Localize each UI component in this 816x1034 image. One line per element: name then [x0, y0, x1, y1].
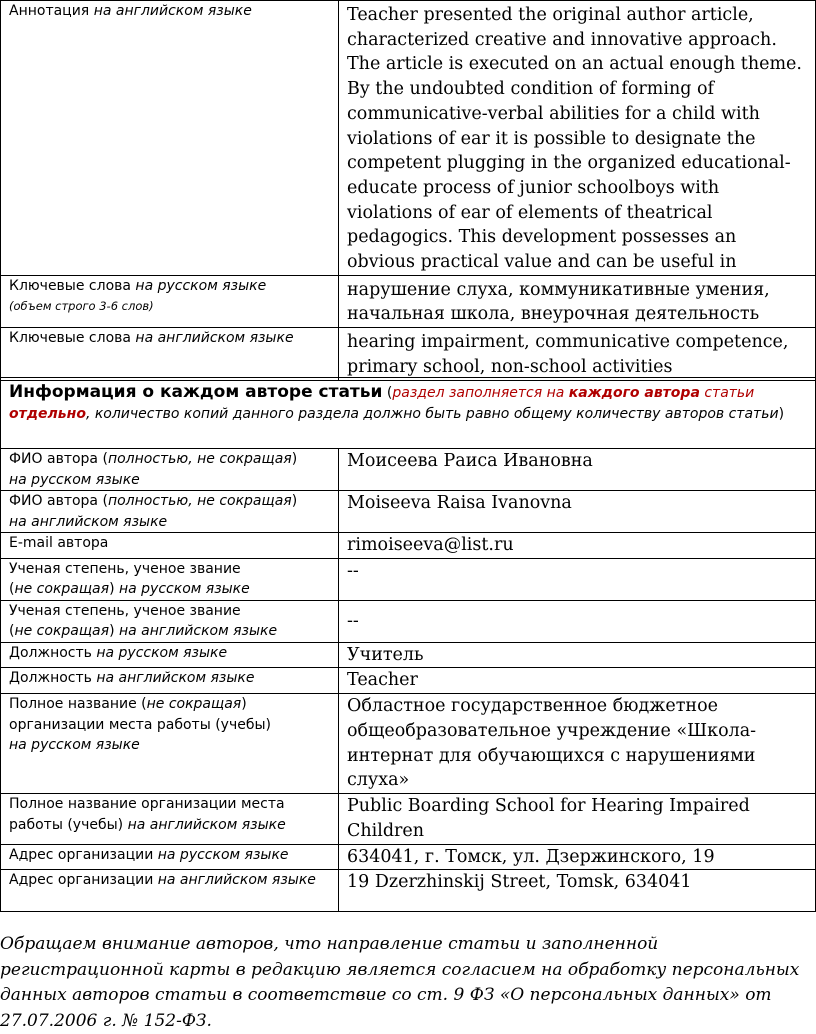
table-row: [1, 642, 816, 668]
table-row: [1, 491, 816, 533]
position-en-value: Teacher: [339, 668, 816, 694]
org-en-label: Полное название организации места работы (учебы) на английском языке: [1, 794, 339, 844]
author-section-header: Информация о каждом авторе статьи (раздел заполняется на каждого автора статьи отдельно, количество копий данного раздела должно быть равно общему количеству авторов статьи): [0, 377, 816, 448]
annotation-en-value: Teacher presented the original author article, characterized creative and innovative approach. The article is executed on an actual enough theme. By the undoubted condition of forming of communicative-verbal abilities for a child with violations of ear it is possible to designate the competent plugging in the organized educational-educate process of junior schoolboys with violations of ear of elements of theatrical pedagogics. This development possesses an obvious practical value and can be useful in: [339, 1, 816, 276]
table-row: [1, 1, 816, 276]
table-row: [1, 794, 816, 844]
keywords-en-label: Ключевые слова на английском языке: [1, 328, 339, 380]
author-name-en-value: Moiseeva Raisa Ivanovna: [339, 491, 816, 533]
table-row: [1, 600, 816, 642]
table-row: [1, 668, 816, 694]
position-ru-label: Должность на русском языке: [1, 642, 339, 668]
degree-ru-label: Ученая степень, ученое звание (не сокращая) на русском языке: [1, 558, 339, 600]
address-en-label: Адрес организации на английском языке: [1, 870, 339, 912]
author-email-label: E-mail автора: [1, 533, 339, 559]
table-row: [1, 275, 816, 327]
author-info-table: [0, 448, 816, 912]
annotation-en-label: Аннотация на английском языке: [1, 1, 339, 276]
address-en-value: 19 Dzerzhinskij Street, Tomsk, 634041: [339, 870, 816, 912]
org-ru-value: Областное государственное бюджетное общеобразовательное учреждение «Школа-интернат для обучающихся с нарушениями слуха»: [339, 694, 816, 794]
consent-note: Обращаем внимание авторов, что направление статьи и заполненной регистрационной карты в редакцию является согласием на обработку персональных данных авторов статьи в соответствие со ст. 9 ФЗ «О персональных данных» от 27.07.2006 г. № 152-ФЗ.: [0, 934, 800, 1031]
keywords-ru-label: Ключевые слова на русском языке (объем строго 3-6 слов): [1, 275, 339, 327]
table-row: [1, 844, 816, 870]
table-row: [1, 870, 816, 912]
author-name-en-label: ФИО автора (полностью, не сокращая) на английском языке: [1, 491, 339, 533]
address-ru-label: Адрес организации на русском языке: [1, 844, 339, 870]
table-row: [1, 449, 816, 491]
author-email-value: rimoiseeva@list.ru: [339, 533, 816, 559]
article-info-table: [0, 0, 816, 381]
keywords-en-value: hearing impairment, communicative competence, primary school, non-school activities: [339, 328, 816, 380]
table-row: [1, 533, 816, 559]
author-name-ru-value: Моисеева Раиса Ивановна: [339, 449, 816, 491]
address-ru-value: 634041, г. Томск, ул. Дзержинского, 19: [339, 844, 816, 870]
position-en-label: Должность на английском языке: [1, 668, 339, 694]
degree-en-label: Ученая степень, ученое звание (не сокращая) на английском языке: [1, 600, 339, 642]
author-section-title: Информация о каждом авторе статьи: [9, 382, 383, 402]
degree-en-value: --: [339, 600, 816, 642]
author-name-ru-label: ФИО автора (полностью, не сокращая) на русском языке: [1, 449, 339, 491]
table-row: [1, 328, 816, 380]
keywords-ru-value: нарушение слуха, коммуникативные умения, начальная школа, внеурочная деятельность: [339, 275, 816, 327]
table-row: [1, 694, 816, 794]
org-ru-label: Полное название (не сокращая) организации места работы (учебы) на русском языке: [1, 694, 339, 794]
org-en-value: Public Boarding School for Hearing Impaired Children: [339, 794, 816, 844]
table-row: [1, 558, 816, 600]
degree-ru-value: --: [339, 558, 816, 600]
position-ru-value: Учитель: [339, 642, 816, 668]
